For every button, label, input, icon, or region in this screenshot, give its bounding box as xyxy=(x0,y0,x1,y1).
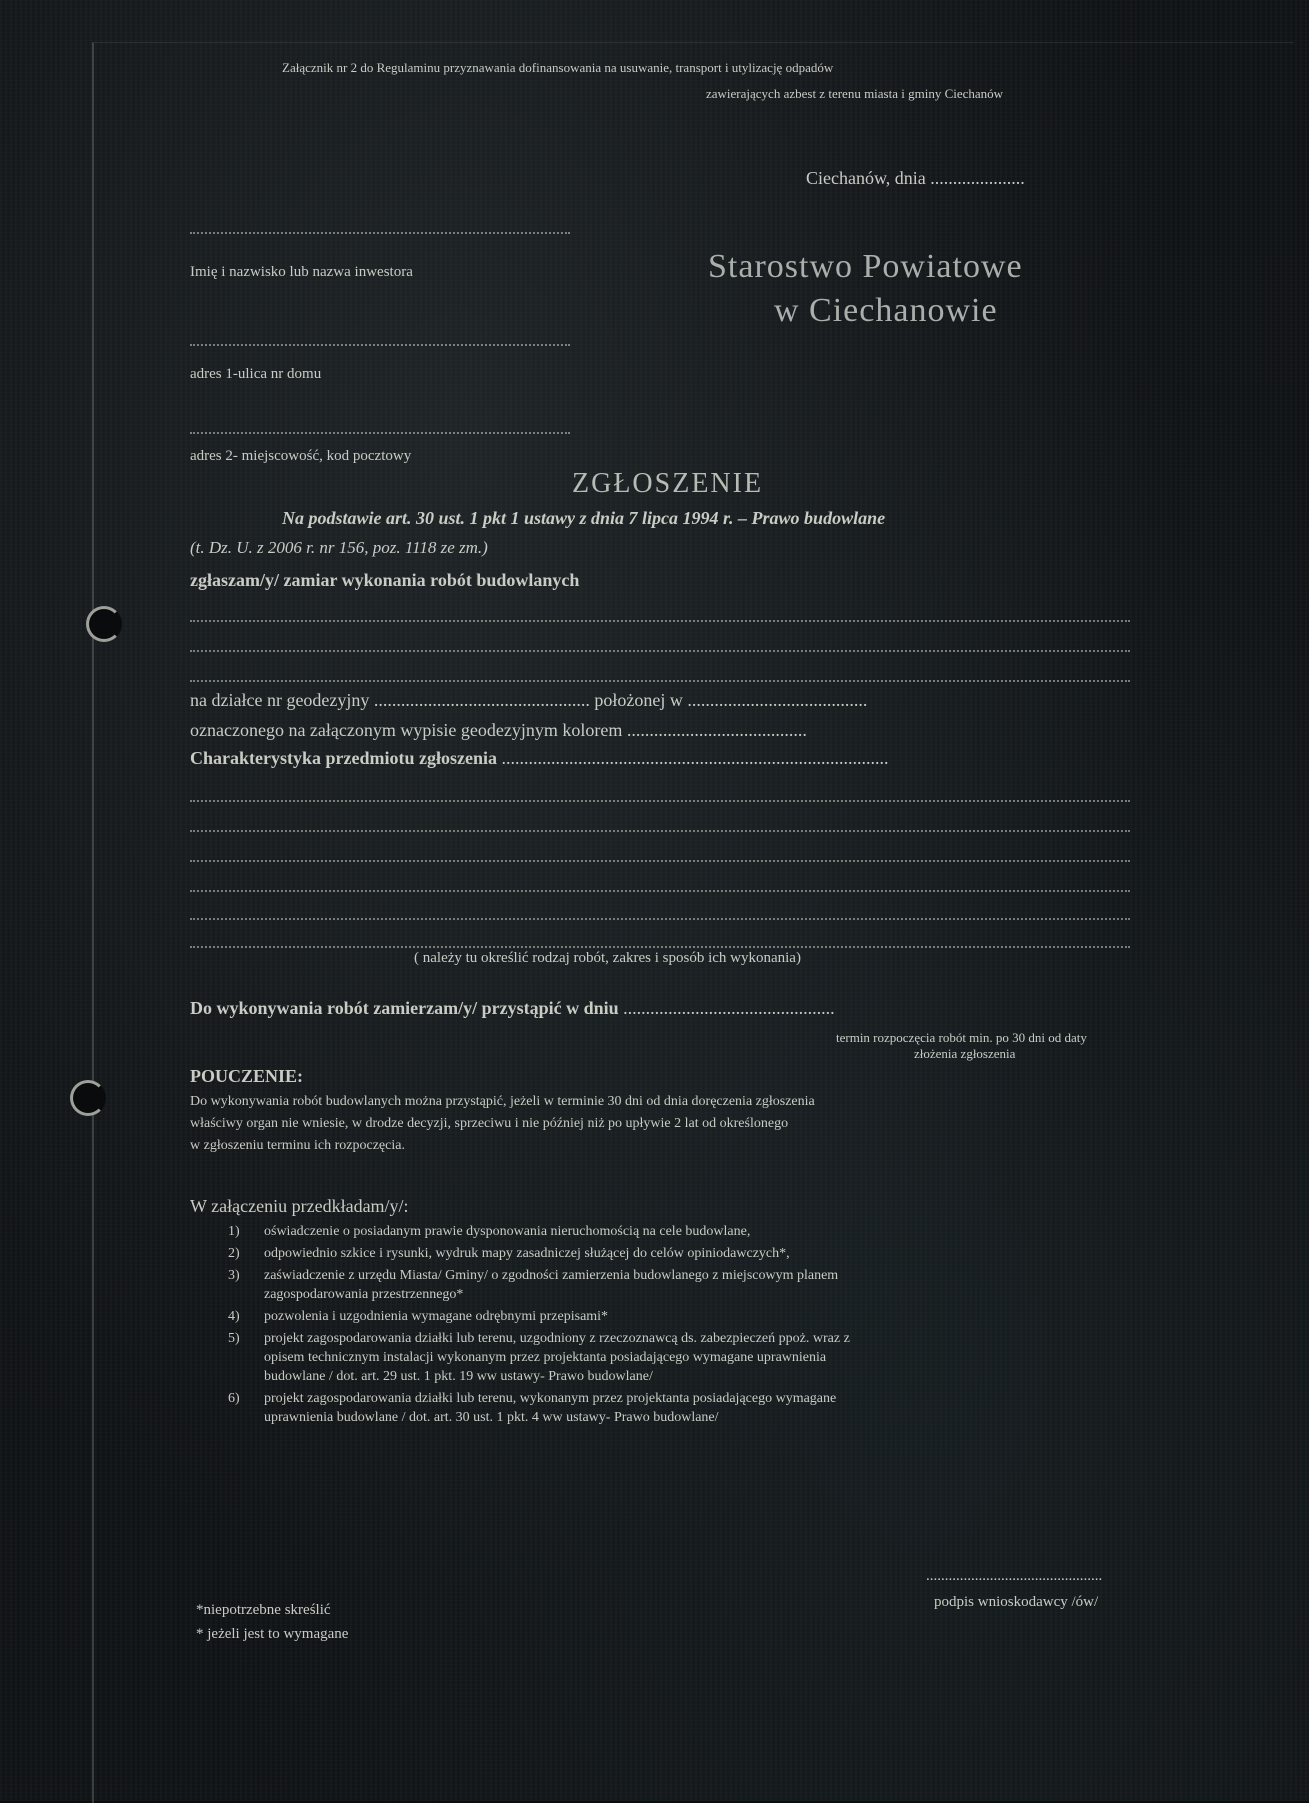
characteristics-line-3 xyxy=(190,860,1130,862)
applicant-name-line xyxy=(190,232,570,234)
attachment-number: 5) xyxy=(228,1331,240,1346)
paper-edge xyxy=(92,42,1294,1803)
plot-color-label: oznaczonego na załączonym wypisie geodezyjnym kolorem xyxy=(190,720,623,740)
instruction-line-2: właściwy organ nie wniesie, w drodze decyzji, sprzeciwu i nie później niż po upływie 2 lat od określonego xyxy=(190,1116,789,1131)
start-date-dots: ............................................... xyxy=(623,998,835,1018)
recipient-line-2: w Ciechanowie xyxy=(774,292,998,329)
annex-line-2: zawierających azbest z terenu miasta i gminy Ciechanów xyxy=(706,86,1004,101)
plot-line xyxy=(190,690,867,711)
legal-basis-line-2: (t. Dz. U. z 2006 r. nr 156, poz. 1118 ze zm.) xyxy=(190,538,488,557)
attachment-text-line: uprawnienia budowlane / dot. art. 30 ust. 1 pkt. 4 ww ustawy- Prawo budowlane/ xyxy=(264,1410,719,1425)
intent-line: zgłaszam/y/ zamiar wykonania robót budowlanych xyxy=(190,570,580,590)
binder-hole-top xyxy=(86,606,122,642)
plot-number-dots: ................................................ xyxy=(373,690,590,710)
work-description-line-1 xyxy=(190,620,1130,622)
attachment-text-line: opisem technicznym instalacji wykonanym przez projektanta posiadającego wymagane uprawnienia xyxy=(264,1350,827,1365)
form-title: ZGŁOSZENIE xyxy=(572,468,764,499)
attachment-text-line: zaświadczenie z urzędu Miasta/ Gminy/ o zgodności zamierzenia budowlanego z miejscowym planem xyxy=(264,1268,839,1283)
annex-line-1: Załącznik nr 2 do Regulaminu przyznawania dofinansowania na usuwanie, transport i utylizację odpadów xyxy=(282,60,834,75)
characteristics-line-6 xyxy=(190,946,1130,948)
plot-color-dots: ........................................ xyxy=(626,720,807,740)
applicant-name-label: Imię i nazwisko lub nazwa inwestora xyxy=(190,264,413,280)
characteristics-line xyxy=(190,748,888,769)
place-date: Ciechanów, dnia ..................... xyxy=(806,168,1025,188)
signature-dots: ............................................... xyxy=(926,1568,1103,1584)
characteristics-line-4 xyxy=(190,890,1130,892)
attachment-number: 2) xyxy=(228,1246,240,1261)
instruction-title: POUCZENIE: xyxy=(190,1066,304,1086)
characteristics-line-1 xyxy=(190,800,1130,802)
characteristics-line-2 xyxy=(190,830,1130,832)
applicant-address-line xyxy=(190,344,570,346)
footnote-1: *niepotrzebne skreślić xyxy=(196,1602,331,1618)
attachment-text-line: projekt zagospodarowania działki lub terenu, uzgodniony z rzeczoznawcą ds. zabezpieczeń ppoż. wraz z xyxy=(264,1331,850,1346)
start-date-label: Do wykonywania robót zamierzam/y/ przystąpić w dniu xyxy=(190,998,619,1018)
attachment-text-line: budowlane / dot. art. 29 ust. 1 pkt. 19 ww ustawy- Prawo budowlane/ xyxy=(264,1369,653,1384)
applicant-address-label: adres 1-ulica nr domu xyxy=(190,366,322,382)
attachment-text-line: pozwolenia i uzgodnienia wymagane odrębnymi przepisami* xyxy=(264,1309,609,1324)
characteristics-label: Charakterystyka przedmiotu zgłoszenia xyxy=(190,748,497,768)
binder-hole-bottom xyxy=(70,1080,106,1116)
start-date-line xyxy=(190,998,835,1019)
instruction-line-3: w zgłoszeniu terminu ich rozpoczęcia. xyxy=(190,1138,405,1153)
attachment-text-line: zagospodarowania przestrzennego* xyxy=(264,1287,464,1302)
legal-basis-line-1: Na podstawie art. 30 ust. 1 pkt 1 ustawy z dnia 7 lipca 1994 r. – Prawo budowlane xyxy=(282,508,886,528)
work-description-note: ( należy tu określić rodzaj robót, zakres i sposób ich wykonania) xyxy=(414,950,801,966)
plot-line-2 xyxy=(190,720,807,741)
signature-label: podpis wnioskodawcy /ów/ xyxy=(934,1594,1099,1610)
attachment-number: 3) xyxy=(228,1268,240,1283)
work-description-line-2 xyxy=(190,650,1130,652)
start-date-note-2: złożenia zgłoszenia xyxy=(914,1046,1016,1061)
attachment-text-line: oświadczenie o posiadanym prawie dysponowania nieruchomością na cele budowlane, xyxy=(264,1224,751,1239)
footnote-2: * jeżeli jest to wymagane xyxy=(196,1626,349,1642)
attachment-text-line: projekt zagospodarowania działki lub terenu, wykonanym przez projektanta posiadającego wymagane xyxy=(264,1391,837,1406)
attachment-number: 1) xyxy=(228,1224,240,1239)
applicant-address2-line xyxy=(190,432,570,434)
attachment-number: 4) xyxy=(228,1309,240,1324)
characteristics-dots: ...................................................................................... xyxy=(501,748,889,768)
applicant-address2-label: adres 2- miejscowość, kod pocztowy xyxy=(190,448,412,464)
start-date-note-1: termin rozpoczęcia robót min. po 30 dni od daty xyxy=(836,1030,1087,1045)
attachment-number: 6) xyxy=(228,1391,240,1406)
plot-location-label: położonej w xyxy=(594,690,683,710)
attachment-text-line: odpowiednio szkice i rysunki, wydruk mapy zasadniczej służącej do celów opiniodawczych*, xyxy=(264,1246,790,1261)
recipient-line-1: Starostwo Powiatowe xyxy=(708,248,1023,285)
characteristics-line-5 xyxy=(190,918,1130,920)
plot-number-label: na działce nr geodezyjny xyxy=(190,690,370,710)
plot-location-dots: ........................................ xyxy=(687,690,868,710)
instruction-line-1: Do wykonywania robót budowlanych można przystąpić, jeżeli w terminie 30 dni od dnia doręczenia zgłoszenia xyxy=(190,1094,815,1109)
work-description-line-3 xyxy=(190,680,1130,682)
attachments-title: W załączeniu przedkładam/y/: xyxy=(190,1196,409,1216)
